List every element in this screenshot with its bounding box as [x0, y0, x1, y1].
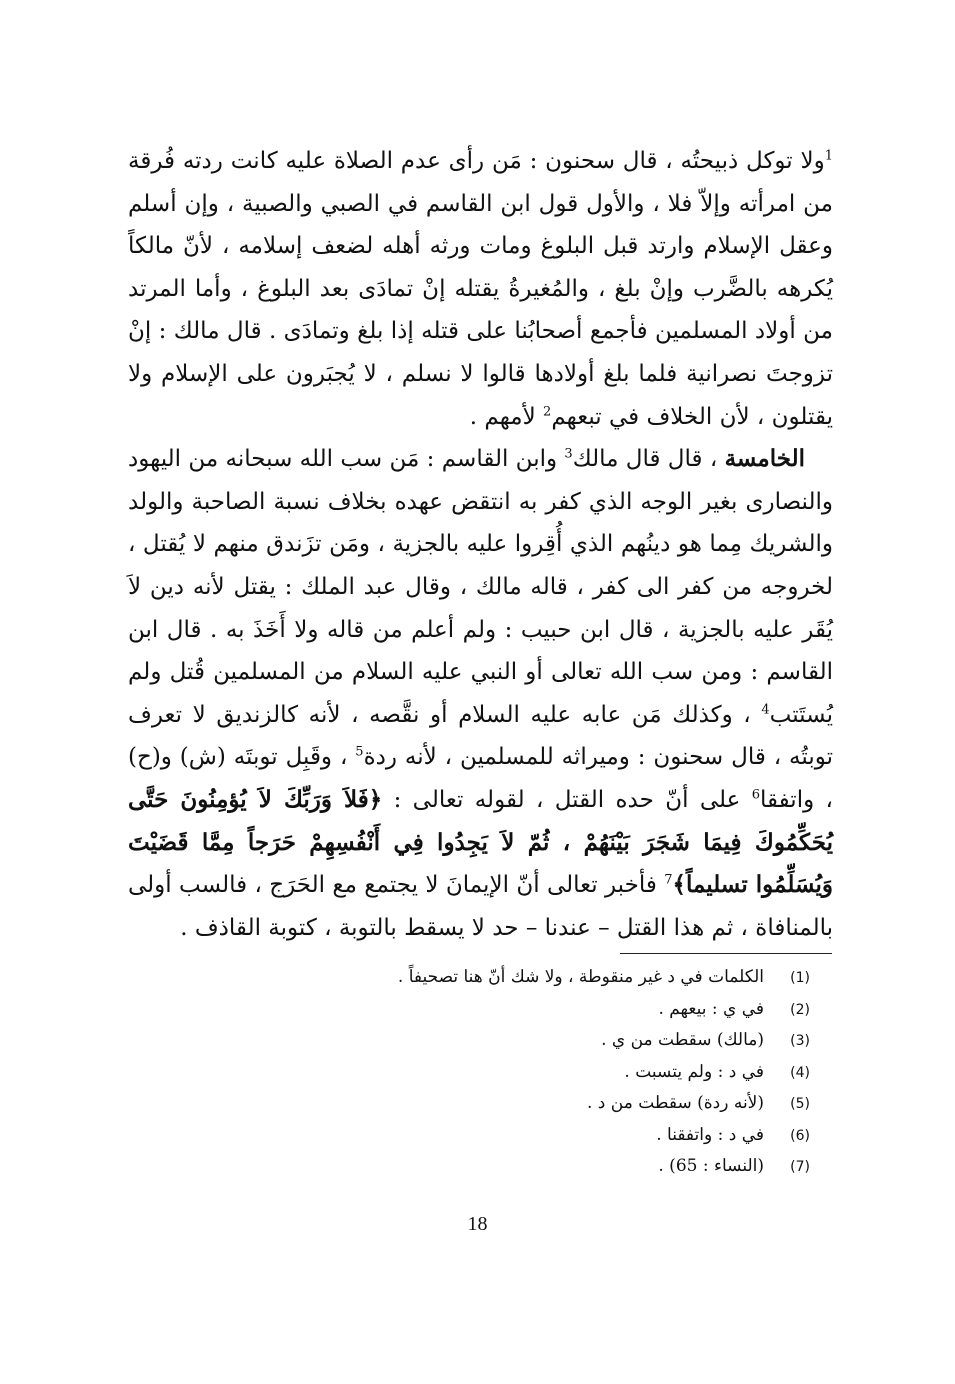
- paragraph-2-text-f: فأخبر تعالى أنّ الإيمانَ لا يجتمع مع الحَرَج ، فالسب أولى بالمنافاة ، ثم هذا القتل – عندنا – حد لا يسقط بالتوبة ، كتوبة القاذف .: [128, 872, 833, 941]
- footnote-number: (2): [790, 1001, 810, 1018]
- footnote-4: [300, 1057, 810, 1089]
- footnote-text: في ي : بيعهم .: [658, 998, 764, 1019]
- footnote-1: [300, 962, 810, 994]
- paragraph-2-text-c: ، وكذلك مَن عابه عليه السلام أو نقَّصه ، لأنه كالزنديق لا تعرف توبتُه ، قال سحنون : وميراثه للمسلمين ، لأنه ردة: [128, 701, 833, 771]
- footnote-text: في د : ولم يتسبت .: [624, 1061, 764, 1082]
- footnote-number: (1): [790, 970, 810, 986]
- footnote-number: (5): [790, 1096, 810, 1112]
- footnote-ref-5: 5: [355, 744, 364, 760]
- footnote-ref-4: 4: [761, 702, 770, 718]
- footnote-ref-3: 3: [564, 446, 573, 462]
- page-number: 18: [467, 1213, 488, 1235]
- footnote-text: الكلمات في د غير منقوطة ، ولا شك أنّ هنا تصحيفاً .: [397, 967, 764, 987]
- footnotes: [300, 962, 810, 1183]
- paragraph-2-lead: الخامسة: [724, 445, 805, 473]
- paragraph-1-text-b: لأمهم .: [469, 403, 544, 430]
- footnote-ref-1: 1: [824, 148, 833, 164]
- paragraph-2-text-a: ، قال قال مالك: [572, 446, 725, 473]
- footnote-number: (4): [790, 1064, 810, 1081]
- footnote-5: [300, 1088, 810, 1120]
- footnote-text: في د : واتفقنا .: [656, 1124, 764, 1145]
- footnote-7: [300, 1151, 810, 1183]
- footnote-text: (النساء : 65) .: [658, 1156, 764, 1176]
- paragraph-2-text-d: ، وقَبِل توبتَه (ش) و(ح) ، واتفقا: [128, 744, 833, 813]
- paragraph-2-text-b: وابن القاسم : مَن سب الله سبحانه من اليهود والنصارى بغير الوجه الذي كفر به انتقض عهده بخلاف نسبة الصاحبة والولد والشريك مِما هو دينُهم الذي أُقِروا عليه بالجزية ، ومَن تزَندق منهم لا يُقتل ، لخروجه من كفر الى كفر ، قاله مالك ، وقال عبد الملك : يقتل لأنه دين لاَ يُقَر عليه بالجزية ، قال ابن حبيب : ولم أعلم من قاله ولا أَخَذَ به . قال ابن القاسم : ومن سب الله تعالى أو النبي عليه السلام من المسلمين قُتل ولم يُستَتب: [128, 446, 833, 728]
- paragraph-2-text-e: على أنّ حده القتل ، لقوله تعالى :: [382, 786, 752, 813]
- footnote-ref-6: 6: [751, 787, 761, 803]
- footnote-text: (لأنه ردة) سقطت من د .: [586, 1093, 764, 1113]
- paragraph-2: [128, 438, 833, 949]
- footnote-divider: [620, 953, 832, 954]
- footnote-number: (6): [790, 1127, 810, 1144]
- quran-verse: ﴿فَلاَ وَرَبِّكَ لاَ يُؤمِنُونَ حَتَّى يُحَكِّمُوكَ فِيمَا شَجَرَ بَيْنَهُمْ ، ثُمّ لاَ يَجِدُوا فِي أَنْفُسِهِمْ حَرَجاً مِمَّا قَضَيْتَ وَيُسَلِّمُوا تسليماً﴾: [128, 785, 833, 899]
- footnote-number: (7): [790, 1159, 810, 1175]
- main-text: [128, 140, 833, 949]
- footnote-text: (مالك) سقطت من ي .: [601, 1030, 764, 1050]
- paragraph-1-text-a: ولا توكل ذبيحتُه ، قال سحنون : مَن رأى عدم الصلاة عليه كانت ردته فُرقة من امرأته وإلاّ فلا ، والأول قول ابن القاسم في الصبي والصبية ، وإن أسلم وعقل الإسلام وارتد قبل البلوغ ومات ورثه أهله لضعف إسلامه ، لأنّ مالكاً يُكرهه بالضَّرب وإنْ بلغ ، والمُغيرةُ يقتله إنْ تمادَى بعد البلوغ ، وأما المرتد من أولاد المسلمين فأجمع أصحابُنا على قتله إذا بلغ وتمادَى . قال مالك : إنْ تزوجتَ نصرانية فلما بلغ أولادها قالوا لا نسلم ، لا يُجبَرون على الإسلام ولا يقتلون ، لأن الخلاف في تبعهم: [128, 148, 833, 430]
- footnote-ref-7: 7: [664, 872, 673, 888]
- footnote-2: [300, 994, 810, 1026]
- paragraph-1: [128, 140, 833, 438]
- footnote-number: (3): [790, 1033, 810, 1049]
- footnote-6: [300, 1120, 810, 1152]
- footnote-3: [300, 1025, 810, 1057]
- footnote-ref-2: 2: [543, 403, 552, 419]
